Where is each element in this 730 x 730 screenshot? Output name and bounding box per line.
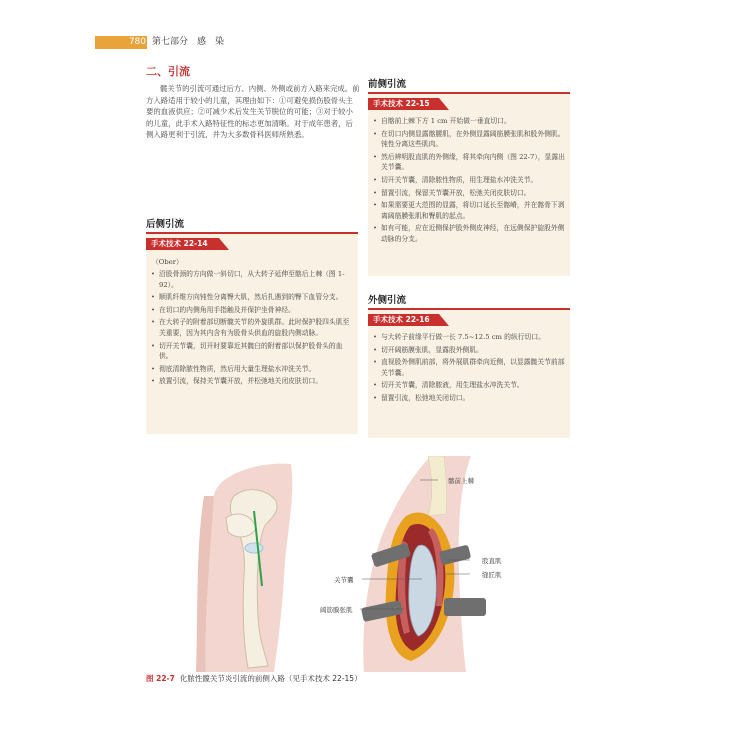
posterior-technique-tag: 手术技术 22-14 [146,238,219,250]
anterior-step: • 留置引流，保留关节囊开放，松弛关闭皮肤切口。 [372,188,566,199]
anterior-technique-tag: 手术技术 22-15 [368,98,439,110]
lateral-technique-tag: 手术技术 22-16 [368,314,439,326]
lateral-step: • 与大转子前缘平行做一长 7.5~12.5 cm 的纵行切口。 [372,332,566,343]
part-title: 第七部分 感 染 [152,37,225,47]
lateral-steps [372,332,566,406]
label-tfl: 阔筋膜张肌 [320,606,353,614]
posterior-attribution: （Ober） [152,258,183,266]
posterior-step: • 在大转子的附着部切断髋关节的外旋肌群。此时保护股四头肌至关重要，因为其内含有为股骨头供血的旋股内侧动脉。 [150,317,353,338]
anterior-steps [372,116,566,247]
posterior-step: • 切开关节囊，切开时要靠近其髋臼的附着部以保护股骨头的血供。 [150,341,353,362]
figure-caption [146,673,362,684]
femoral-head [245,543,263,553]
hip-illustration [196,456,526,672]
anterior-step: • 切开关节囊，清除脓性物质，用生理盐水冲洗关节。 [372,175,566,186]
posterior-step: • 彻底清除脓性物质，然后用大量生理盐水冲洗关节。 [150,364,353,375]
anatomy-figure [196,456,526,672]
lateral-step: • 留置引流，松弛地关闭切口。 [372,393,566,404]
anterior-title: 前侧引流 [368,79,407,90]
posterior-step: • 沿股骨颈的方向做一斜切口，从大转子延伸至髂后上棘（图 1-92）。 [150,269,353,290]
caption-number: 图 22-7 [146,674,175,683]
label-asis: 髂前上棘 [448,477,474,485]
posterior-step: • 放置引流，保持关节囊开放，并松弛地关闭皮肤切口。 [150,376,353,387]
lateral-step: • 直视股外侧肌前部，将外展肌群牵向近侧，以显露髋关节前部关节囊。 [372,357,566,378]
anterior-step: • 在切口内侧显露髂腰肌，在外侧显露阔筋膜张肌和股外侧肌。钝性分离这些肌肉。 [372,129,566,150]
section-intro: 髋关节的引流可通过后方、内侧、外侧或前方入路来完成。前方入路适用于较小的儿童，其理由如下：①可避免损伤股骨头主要的血液供应；②可减少术后发生关节脱位的可能；③对于较小的儿童，此手术入路特征性的标志更加清晰。对于成年患者，后侧入路更利于引流，并为大多数骨科医师所熟悉。 [146,84,360,140]
label-rectus-femoris: 股直肌 [482,557,502,565]
anterior-step: • 如果需要更大范围的显露，将切口延长至髂嵴，并在髂骨下剥离阔筋膜张肌和臀肌的起点。 [372,200,566,221]
lateral-title: 外侧引流 [368,295,407,306]
retractor-lower-right [444,598,486,616]
label-sartorius: 缝匠肌 [482,571,502,579]
lateral-step: • 切开阔筋膜张肌，显露股外侧肌。 [372,345,566,356]
posterior-step: • 在切口的内侧角用手指触及并保护坐骨神经。 [150,305,353,316]
page-number: 780 [128,37,146,47]
posterior-title: 后侧引流 [146,219,185,230]
caption-text: 化脓性髋关节炎引流的前侧入路（见手术技术 22-15） [179,674,362,683]
posterior-steps [150,269,353,389]
posterior-step: • 顺肌纤维方向钝性分离臀大肌，然后扎遇到的臀下血管分支。 [150,292,353,303]
lateral-step: • 切开关节囊，清除脓液，用生理盐水冲洗关节。 [372,380,566,391]
anterior-step: • 然后辨明股直肌的外侧缘，将其牵向内侧（图 22-7），显露出关节囊。 [372,152,566,173]
anterior-step: • 如有可能，应在近侧保护股外侧皮神经，在远侧保护旋股外侧动脉的分支。 [372,223,566,244]
anterior-step: • 自髂前上棘下方 1 cm 开始做一垂直切口。 [372,116,566,127]
label-capsule: 关节囊 [334,576,354,584]
section-title: 二、引流 [146,65,190,78]
